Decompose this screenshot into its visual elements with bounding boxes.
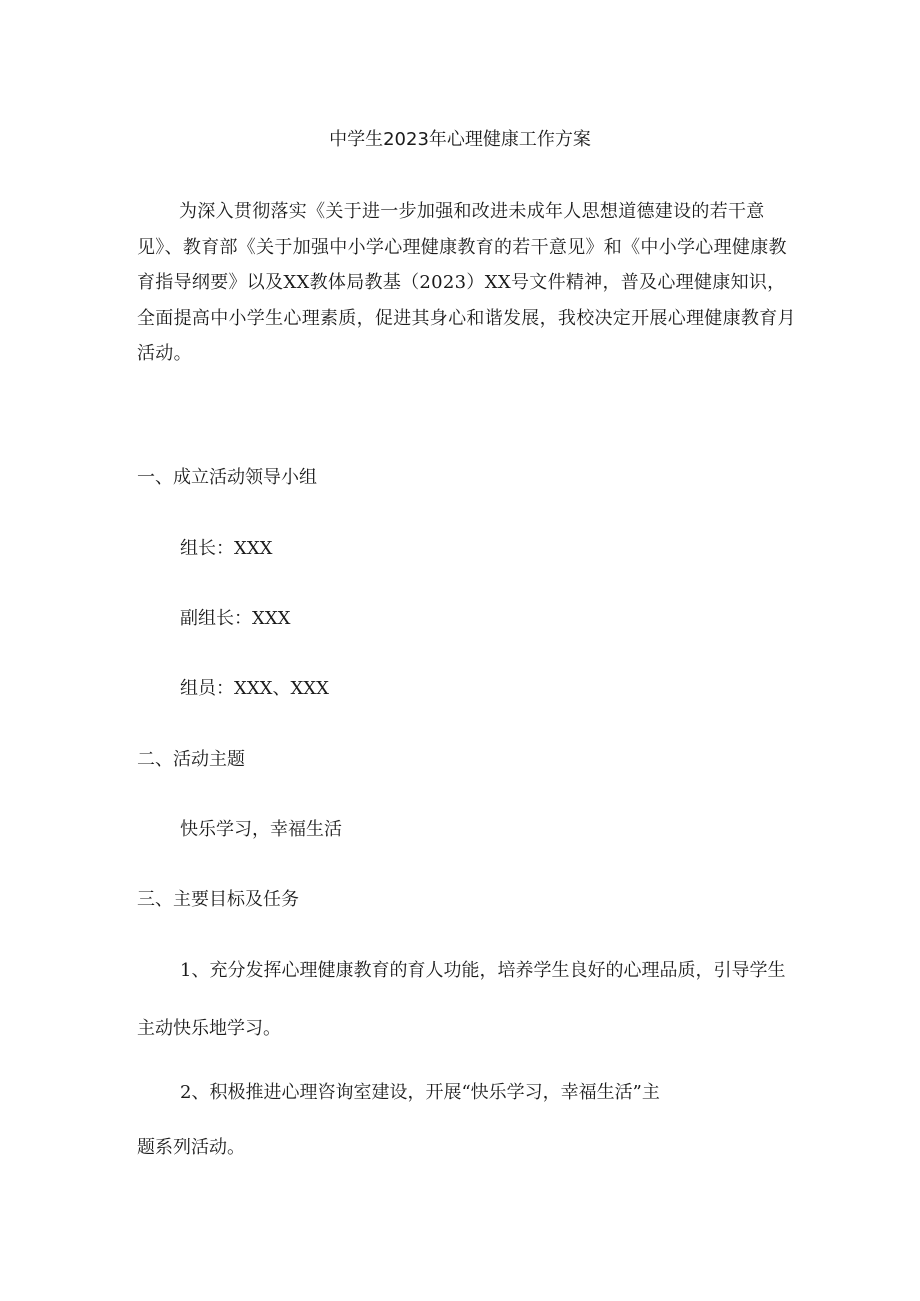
section1-heading: 一、成立活动领导小组 bbox=[137, 467, 317, 488]
group-leader-line: 组长：XXX bbox=[180, 538, 273, 559]
goal-item-1: 1、充分发挥心理健康教育的育人功能，培养学生良好的心理品质，引导学生主动快乐地学习。 bbox=[137, 960, 786, 1039]
goal-item-2-line-2: 题系列活动。 bbox=[137, 1137, 245, 1158]
document-title: 中学生2023年心理健康工作方案 bbox=[329, 129, 591, 150]
deputy-leader-line: 副组长：XXX bbox=[180, 608, 291, 629]
group-members-line: 组员：XXX、XXX bbox=[180, 678, 329, 699]
goal-item-2-line-1: 2、积极推进心理咨询室建设，开展“快乐学习，幸福生活”主 bbox=[180, 1082, 660, 1103]
section3-heading: 三、主要目标及任务 bbox=[137, 889, 299, 910]
intro-paragraph: 为深入贯彻落实《关于进一步加强和改进未成年人思想道德建设的若干意见》、教育部《关于加强中小学心理健康教育的若干意见》和《中小学心理健康教育指导纲要》以及XX教体局教基（2023）XX号文件精神，普及心理健康知识，全面提高中小学生心理素质，促进其身心和谐发展，我校决定开展心理健康教育月活动。 bbox=[137, 201, 796, 365]
section2-heading: 二、活动主题 bbox=[137, 749, 245, 770]
activity-theme-line: 快乐学习，幸福生活 bbox=[180, 819, 342, 840]
